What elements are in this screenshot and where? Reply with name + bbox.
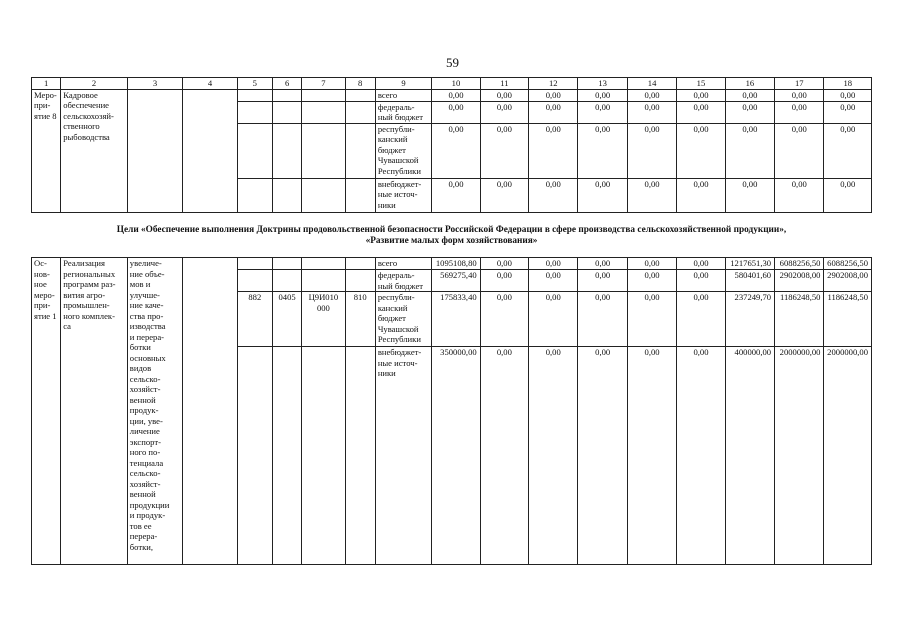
value-cell: 0,00 <box>775 101 824 123</box>
col-header: 2 <box>61 78 128 90</box>
funding-source: внебюджет- ные источ- ники <box>375 178 431 212</box>
value-cell: 0,00 <box>775 123 824 178</box>
value-cell: 0,00 <box>529 101 578 123</box>
funding-source: федераль- ный бюджет <box>375 101 431 123</box>
col-header: 12 <box>529 78 578 90</box>
code-expense-type: 810 <box>345 292 375 347</box>
funding-source: республи- канский бюджет Чувашской Республики <box>375 123 431 178</box>
measure-label: Меро- при- ятие 8 <box>32 89 61 212</box>
value-cell: 6088256,50 <box>824 258 872 270</box>
value-cell: 0,00 <box>627 101 676 123</box>
col-header: 8 <box>345 78 375 90</box>
col-header: 15 <box>677 78 725 90</box>
value-cell: 0,00 <box>529 123 578 178</box>
value-cell: 350000,00 <box>432 347 480 565</box>
value-cell: 0,00 <box>725 89 774 101</box>
funding-source: всего <box>375 258 431 270</box>
goals-heading-line2: «Развитие малых форм хозяйствования» <box>365 236 538 246</box>
value-cell: 0,00 <box>824 89 872 101</box>
measure-name: Реализация региональных программ раз- вития агро- промышлен- ного комплек- са <box>61 258 128 565</box>
value-cell: 0,00 <box>677 89 725 101</box>
value-cell: 237249,70 <box>725 292 774 347</box>
value-cell: 0,00 <box>578 101 627 123</box>
value-cell: 1186248,50 <box>775 292 824 347</box>
col-header: 5 <box>237 78 272 90</box>
value-cell: 1186248,50 <box>824 292 872 347</box>
funding-source: федераль- ный бюджет <box>375 270 431 292</box>
col-header: 17 <box>775 78 824 90</box>
value-cell: 0,00 <box>578 292 627 347</box>
col-header: 14 <box>627 78 676 90</box>
value-cell: 0,00 <box>725 178 774 212</box>
value-cell: 0,00 <box>529 89 578 101</box>
value-cell: 0,00 <box>578 178 627 212</box>
measure-target: увеличе- ние объе- мов и улучше- ние каче- ства про- изводства и перера- ботки основных видов сельско- хозяйст- венной продук- ции, уве- личение экспорт- ного по- тенциала сельско- хозяйст- венной продукции и продук- тов ее перера- ботки, <box>127 258 182 565</box>
col-header: 10 <box>432 78 480 90</box>
code-target-article: Ц9И010 000 <box>302 292 345 347</box>
value-cell: 0,00 <box>578 258 627 270</box>
column-number-row <box>32 78 872 90</box>
value-cell: 0,00 <box>677 347 725 565</box>
value-cell: 0,00 <box>432 101 480 123</box>
value-cell: 569275,40 <box>432 270 480 292</box>
col-header: 18 <box>824 78 872 90</box>
budget-table-bottom <box>31 257 872 565</box>
value-cell: 0,00 <box>529 270 578 292</box>
value-cell: 400000,00 <box>725 347 774 565</box>
value-cell: 0,00 <box>480 258 528 270</box>
value-cell: 0,00 <box>578 270 627 292</box>
value-cell: 0,00 <box>627 178 676 212</box>
value-cell: 2000000,00 <box>824 347 872 565</box>
value-cell: 0,00 <box>677 101 725 123</box>
value-cell: 0,00 <box>432 123 480 178</box>
goals-heading-line1: Цели «Обеспечение выполнения Доктрины продовольственной безопасности Российской Федерации в сфере производства сельскохозяйственной продукции», <box>116 225 787 235</box>
col-header: 4 <box>183 78 237 90</box>
col-header: 6 <box>272 78 301 90</box>
value-cell: 0,00 <box>480 347 528 565</box>
col-header: 16 <box>725 78 774 90</box>
value-cell: 0,00 <box>480 123 528 178</box>
value-cell: 0,00 <box>432 89 480 101</box>
code-admin: 882 <box>237 292 272 347</box>
value-cell: 1217651,30 <box>725 258 774 270</box>
value-cell: 0,00 <box>529 347 578 565</box>
value-cell: 2902008,00 <box>824 270 872 292</box>
value-cell: 0,00 <box>578 347 627 565</box>
measure-label: Ос- нов- ное меро- при- ятие 1 <box>32 258 61 565</box>
col-header: 11 <box>480 78 528 90</box>
value-cell: 0,00 <box>480 178 528 212</box>
value-cell: 0,00 <box>578 89 627 101</box>
value-cell: 0,00 <box>529 258 578 270</box>
code-section: 0405 <box>272 292 301 347</box>
funding-source: внебюджет- ные источ- ники <box>375 347 431 565</box>
col-header: 13 <box>578 78 627 90</box>
value-cell: 0,00 <box>627 123 676 178</box>
value-cell: 0,00 <box>432 178 480 212</box>
page-number: 59 <box>446 55 459 70</box>
table-row <box>32 258 872 270</box>
value-cell: 0,00 <box>824 123 872 178</box>
table-row <box>32 89 872 101</box>
funding-source: всего <box>375 89 431 101</box>
goals-heading <box>31 225 872 247</box>
funding-source: республи- канский бюджет Чувашской Республики <box>375 292 431 347</box>
value-cell: 0,00 <box>480 89 528 101</box>
value-cell: 0,00 <box>725 123 774 178</box>
budget-table-top <box>31 77 872 213</box>
value-cell: 2000000,00 <box>775 347 824 565</box>
value-cell: 1095108,80 <box>432 258 480 270</box>
measure-name: Кадровое обеспечение сельскохозяй- ственного рыбоводства <box>61 89 128 212</box>
value-cell: 0,00 <box>627 292 676 347</box>
value-cell: 0,00 <box>824 178 872 212</box>
value-cell: 0,00 <box>677 178 725 212</box>
value-cell: 2902008,00 <box>775 270 824 292</box>
value-cell: 0,00 <box>824 101 872 123</box>
value-cell: 0,00 <box>578 123 627 178</box>
value-cell: 175833,40 <box>432 292 480 347</box>
value-cell: 0,00 <box>677 123 725 178</box>
col-header: 9 <box>375 78 431 90</box>
value-cell: 0,00 <box>627 347 676 565</box>
value-cell: 0,00 <box>627 89 676 101</box>
value-cell: 0,00 <box>677 270 725 292</box>
value-cell: 0,00 <box>627 270 676 292</box>
value-cell: 0,00 <box>480 101 528 123</box>
value-cell: 0,00 <box>725 101 774 123</box>
col-header: 3 <box>127 78 182 90</box>
value-cell: 0,00 <box>480 292 528 347</box>
value-cell: 6088256,50 <box>775 258 824 270</box>
col-header: 7 <box>302 78 345 90</box>
col-header: 1 <box>32 78 61 90</box>
value-cell: 0,00 <box>677 258 725 270</box>
value-cell: 0,00 <box>677 292 725 347</box>
value-cell: 0,00 <box>775 89 824 101</box>
value-cell: 580401,60 <box>725 270 774 292</box>
value-cell: 0,00 <box>480 270 528 292</box>
value-cell: 0,00 <box>775 178 824 212</box>
value-cell: 0,00 <box>529 292 578 347</box>
value-cell: 0,00 <box>529 178 578 212</box>
value-cell: 0,00 <box>627 258 676 270</box>
